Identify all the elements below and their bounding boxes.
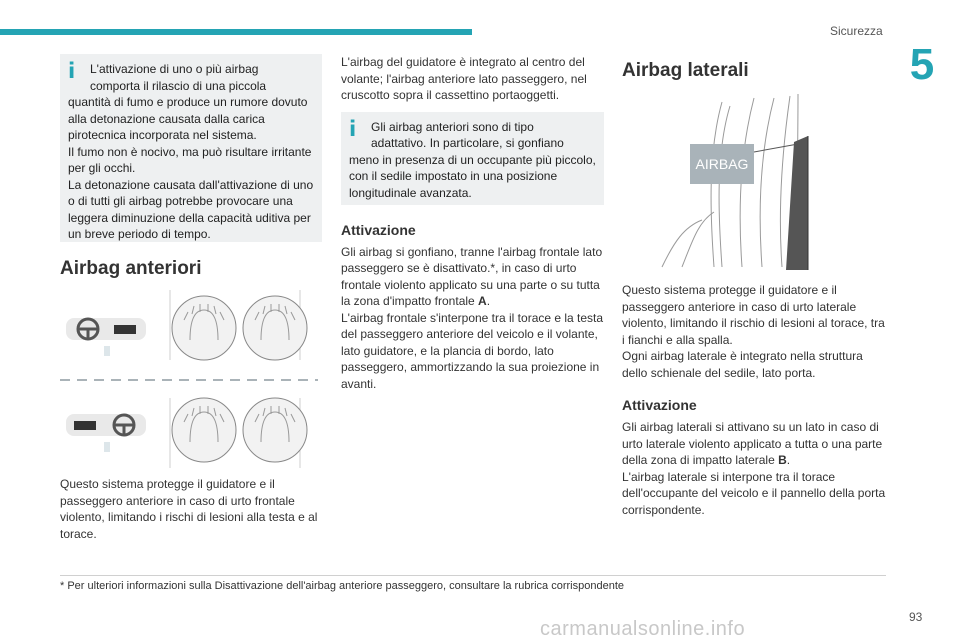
chapter-number: 5 bbox=[909, 40, 935, 89]
watermark: carmanualsonline.info bbox=[540, 618, 746, 640]
info-icon: i bbox=[68, 59, 76, 83]
steering-wheel-icon bbox=[66, 318, 146, 356]
info-box-text-lead: L'attivazione di uno o più airbag comporta il rilascio di una piccola bbox=[90, 62, 267, 93]
column-left bbox=[60, 54, 322, 542]
activation-side-text: Gli airbag laterali si attivano su un lato in caso di urto laterale violento applicato a tutta o una parte della zona di impatto laterale B. L'airbag laterale si interpone tra il torace dell'occupante del veicolo e il pannello della porta corrispondente. bbox=[622, 420, 886, 517]
info-box-adaptive bbox=[341, 112, 604, 205]
footnote-divider bbox=[60, 575, 886, 576]
steering-wheel-icon bbox=[66, 414, 146, 452]
column-right bbox=[622, 54, 890, 518]
info-box-text: quantità di fumo e produce un rumore dovuto alla detonazione causata dalla carica pirotecnica incorporata nel sistema. Il fumo non è nocivo, ma può risultare irritante per gli occhi. La detonazione causata dall'attivazione di uno o di tutti gli airbag potrebbe provocare una leggera diminuzione della capacità uditiva per un breve periodo di tempo. bbox=[68, 95, 314, 241]
heading-activation-side: Attivazione bbox=[622, 397, 697, 413]
side-airbag-figure bbox=[622, 92, 890, 270]
activation-front-text: Gli airbag si gonfiano, tranne l'airbag frontale lato passeggero se è disattivato.*, in caso di urto frontale violento applicato su una parte o su tutta la zona d'impatto frontale A. L'airbag frontale s'interpone tra il torace e la testa del passeggero anteriore del veicolo e il volante, lato guidatore, e la plancia di bordo, lato passeggero, ammortizzando la sua proiezione in avanti. bbox=[341, 244, 604, 391]
footnote: * Per ulteriori informazioni sulla Disattivazione dell'airbag anteriore passeggero, consultare la rubrica corrispondente bbox=[60, 580, 625, 592]
heading-front-airbags: Airbag anteriori bbox=[60, 258, 202, 279]
side-airbags-description: Questo sistema protegge il guidatore e il passeggero anteriore in caso di urto laterale violento, limitando il rischio di lesioni al torace, tra i fianchi e alla spalla. Ogni airbag laterale è integrato nella struttura dello schienale del sedile, lato porta. bbox=[622, 283, 885, 380]
info-box-smoke bbox=[60, 54, 322, 242]
front-airbags-location-text: L'airbag del guidatore è integrato al centro del volante; l'airbag anteriore lato passeggero, nel cruscotto sopra il cassettino portaoggetti. bbox=[341, 55, 587, 102]
page-number: 93 bbox=[909, 610, 923, 624]
front-airbags-figure bbox=[60, 290, 318, 468]
heading-activation-front: Attivazione bbox=[341, 221, 416, 238]
airbag-label: AIRBAG bbox=[695, 156, 749, 172]
info-icon: i bbox=[349, 116, 357, 141]
info-box-text: meno in presenza di un occupante più piccolo, con il sedile impostato in una posizione longitudinale avanzata. bbox=[349, 152, 596, 200]
airbag-seat-icon bbox=[172, 296, 307, 360]
column-middle bbox=[341, 54, 604, 392]
front-airbags-description: Questo sistema protegge il guidatore e il passeggero anteriore in caso di urto frontale violento, limitando i rischi di lesioni alla testa e al torace. bbox=[60, 477, 318, 541]
info-box-text-lead: Gli airbag anteriori sono di tipo adattativo. In particolare, si gonfiano bbox=[371, 119, 564, 150]
airbag-module bbox=[786, 136, 808, 270]
section-color-bar bbox=[0, 29, 472, 35]
heading-side-airbags: Airbag laterali bbox=[622, 60, 749, 81]
section-title: Sicurezza bbox=[830, 24, 883, 38]
